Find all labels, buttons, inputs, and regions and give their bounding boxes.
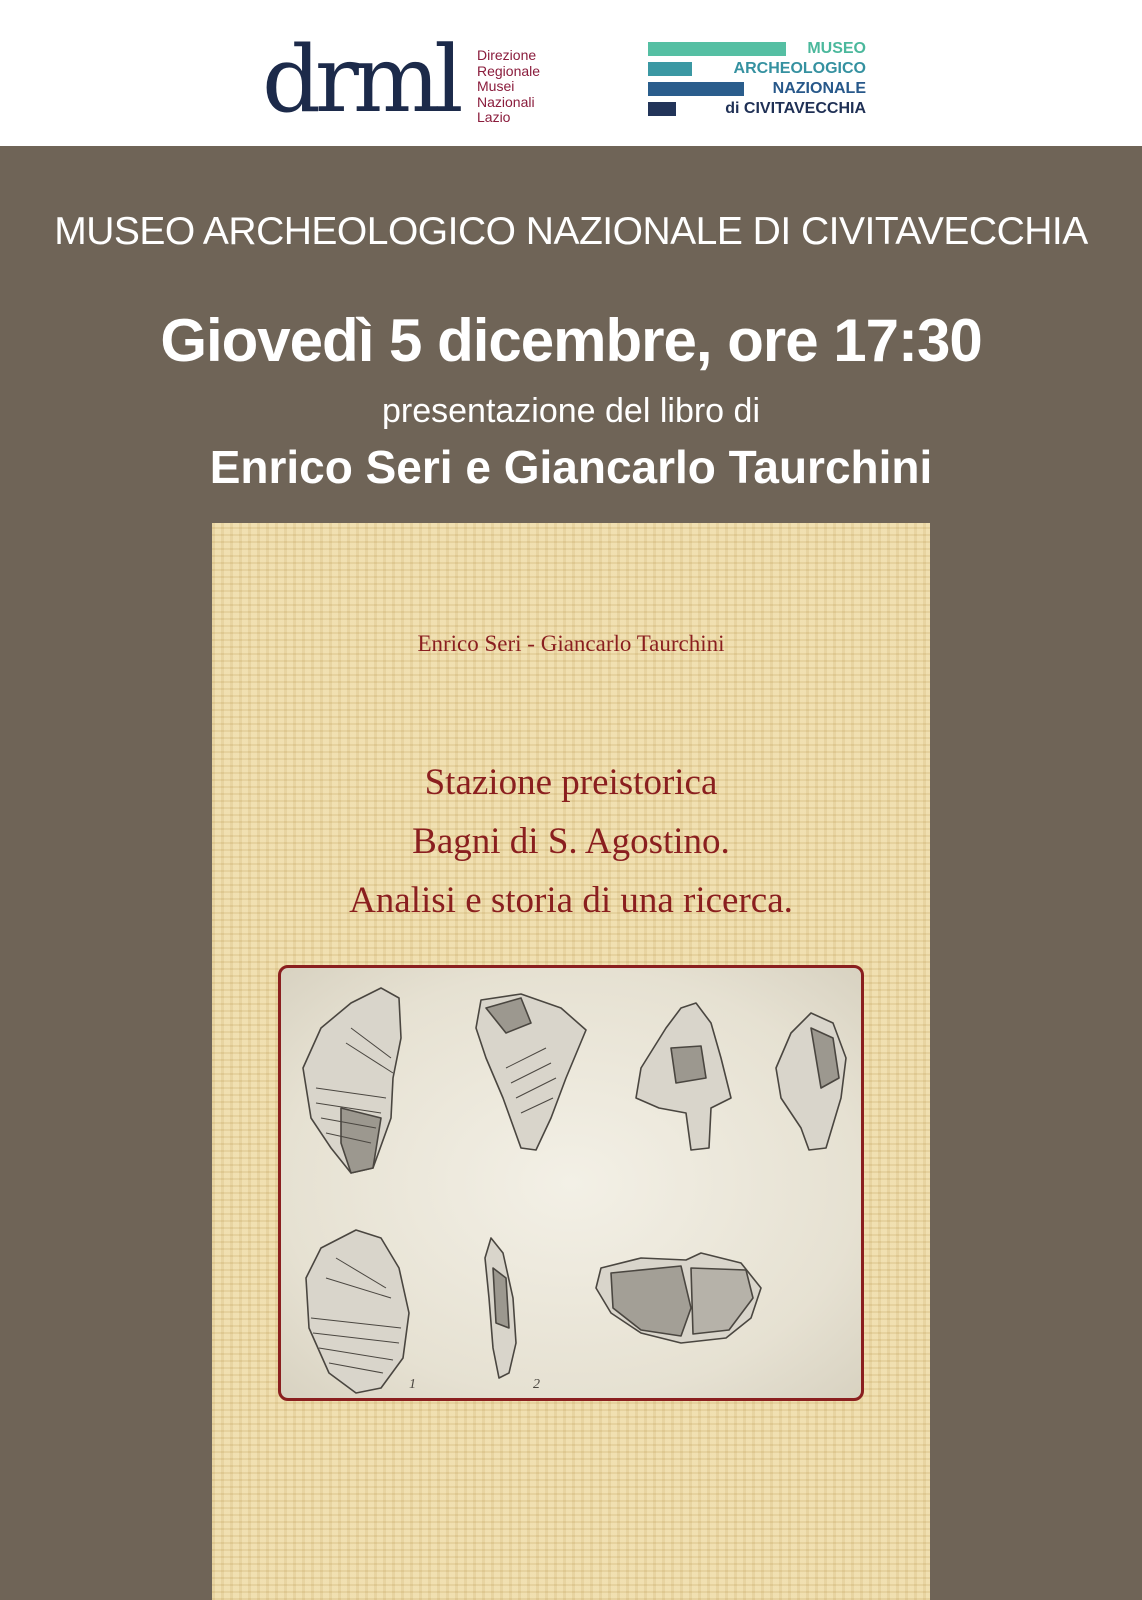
presentation-line: presentazione del libro di <box>381 392 761 430</box>
museum-logo-line: ARCHEOLOGICO <box>733 60 866 77</box>
cover-title-line: Bagni di S. Agostino. <box>412 821 730 862</box>
drml-line: Nazionali <box>477 93 535 110</box>
event-authors: Enrico Seri e Giancarlo Taurchini <box>209 441 933 493</box>
cover-authors: Enrico Seri - Giancarlo Taurchini <box>417 631 725 656</box>
drml-line: Musei <box>477 78 515 94</box>
drml-logo-mark: drml <box>262 26 458 133</box>
flint-tools-illustration <box>281 968 861 1398</box>
book-cover-image <box>212 523 930 1600</box>
logo-bar <box>648 42 786 56</box>
artifact-illustration-frame <box>278 965 864 1401</box>
cover-title <box>212 753 930 930</box>
drml-line: Regionale <box>477 62 541 79</box>
cover-title-line: Stazione preistorica <box>424 762 718 803</box>
museum-logo-line: NAZIONALE <box>772 80 866 97</box>
venue-title: MUSEO ARCHEOLOGICO NAZIONALE DI CIVITAVECCHIA <box>54 210 1088 253</box>
museum-logo <box>648 40 866 120</box>
drml-logo-text <box>477 48 540 126</box>
event-datetime: Giovedì 5 dicembre, ore 17:30 <box>160 307 982 374</box>
drml-line: Direzione <box>477 47 537 63</box>
figure-label: 2 <box>533 1377 540 1392</box>
header-bar <box>0 0 1142 146</box>
museum-logo-line: di CIVITAVECCHIA <box>725 100 866 117</box>
flint-tool-drawing <box>776 1013 846 1150</box>
museum-logo-line: MUSEO <box>807 40 866 57</box>
logo-bar <box>648 62 692 76</box>
cover-title-line: Analisi e storia di una ricerca. <box>349 880 793 921</box>
logo-bar <box>648 82 744 96</box>
drml-line: Lazio <box>477 109 511 125</box>
figure-label: 1 <box>409 1377 416 1392</box>
logo-bar <box>648 102 676 116</box>
